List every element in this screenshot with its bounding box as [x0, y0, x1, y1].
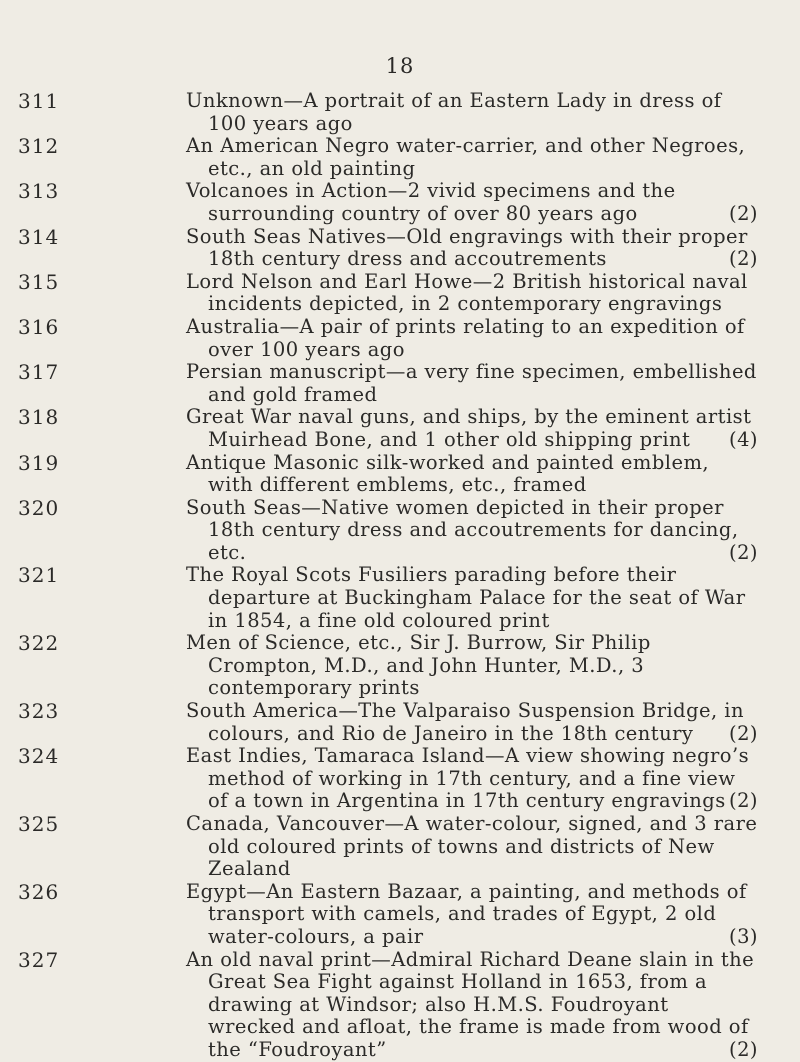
lot-text: An American Negro water-carrier, and other Negroes, etc., an old painting [186, 134, 746, 180]
lot-description [186, 881, 758, 949]
lot-number: 311 [18, 89, 60, 113]
lot-number: 316 [18, 314, 60, 339]
lot-quantity: (2) [729, 789, 758, 813]
lot-number: 322 [18, 631, 60, 656]
lot-text: An old naval print—Admiral Richard Deane slain in the Great Sea Fight against Holland in 1653, from a drawing at Windsor; also H.M.S. Foudroyant wrecked and afloat, the frame is made from wood of the “Foudroyant” [186, 947, 755, 1061]
lot-number: 318 [18, 405, 60, 430]
page-number: 18 [385, 54, 415, 78]
lot-number: 323 [18, 699, 60, 724]
lot-quantity: (4) [729, 427, 758, 451]
lot-quantity: (2) [729, 247, 758, 271]
lot-number: 313 [18, 179, 60, 204]
lot-description [186, 564, 758, 632]
lot-entry [0, 745, 800, 813]
lot-number: 312 [18, 134, 60, 159]
lot-number: 321 [18, 563, 60, 588]
lot-text: Great War naval guns, and ships, by the eminent artist Muirhead Bone, and 1 other old shipping print [186, 405, 752, 451]
lot-entry [0, 135, 800, 180]
lot-number: 315 [18, 269, 60, 294]
lot-entry [0, 361, 800, 406]
lot-description [186, 949, 758, 1062]
lot-entry [0, 406, 800, 451]
lot-number: 326 [18, 879, 60, 904]
lot-number: 314 [18, 224, 60, 249]
lot-entry [0, 271, 800, 316]
lot-text: South Seas Natives—Old engravings with their proper 18th century dress and accoutrements [186, 224, 748, 271]
lot-text: Men of Science, etc., Sir J. Burrow, Sir Philip Crompton, M.D., and John Hunter, M.D., 3 contemporary prints [186, 631, 651, 700]
lot-description [186, 180, 758, 225]
lot-quantity: (2) [729, 1037, 758, 1061]
lot-text: Volcanoes in Action—2 vivid specimens and the surrounding country of over 80 years ago [186, 179, 676, 225]
lot-entry [0, 700, 800, 745]
lot-description [186, 745, 758, 813]
lot-text: Unknown—A portrait of an Eastern Lady in dress of 100 years ago [186, 89, 722, 135]
lot-text: Australia—A pair of prints relating to an expedition of over 100 years ago [186, 314, 745, 361]
lot-description [186, 226, 758, 271]
lot-text: East Indies, Tamaraca Island—A view showing negro’s method of working in 17th century, and a fine view of a town in Argentina in 17th century engravings [186, 744, 750, 813]
lot-number: 325 [18, 812, 60, 836]
lot-entry [0, 564, 800, 632]
lot-text: The Royal Scots Fusiliers parading before their departure at Buckingham Palace for the seat of War in 1854, a fine old coloured print [186, 563, 746, 632]
lot-description [186, 135, 758, 180]
lot-description [186, 452, 758, 497]
lot-description [186, 406, 758, 451]
lot-description [186, 813, 758, 881]
lot-entry [0, 452, 800, 497]
lot-entry [0, 949, 800, 1062]
lot-list [0, 90, 800, 1062]
lot-entry [0, 632, 800, 700]
lot-number: 320 [18, 495, 60, 520]
lot-number: 319 [18, 450, 60, 475]
lot-text: South Seas—Native women depicted in their proper 18th century dress and accoutrements for dancing, etc. [186, 495, 739, 564]
lot-text: Persian manuscript—a very fine specimen, embellished and gold framed [186, 360, 757, 406]
lot-text: Lord Nelson and Earl Howe—2 British historical naval incidents depicted, in 2 contemporary engravings [186, 269, 748, 316]
lot-number: 324 [18, 744, 60, 769]
lot-text: Canada, Vancouver—A water-colour, signed, and 3 rare old coloured prints of towns and districts of New Zealand [186, 812, 758, 881]
lot-description [186, 700, 758, 745]
lot-number: 317 [18, 360, 60, 385]
lot-description [186, 316, 758, 361]
lot-entry [0, 90, 800, 135]
lot-entry [0, 180, 800, 225]
lot-entry [0, 226, 800, 271]
lot-quantity: (3) [729, 924, 758, 948]
lot-entry [0, 316, 800, 361]
lot-number: 327 [18, 947, 60, 972]
lot-description [186, 632, 758, 700]
lot-entry [0, 813, 800, 881]
lot-text: Egypt—An Eastern Bazaar, a painting, and methods of transport with camels, and trades of Egypt, 2 old water-colours, a pair [186, 879, 747, 948]
lot-description [186, 90, 758, 135]
lot-quantity: (2) [729, 201, 758, 225]
lot-description [186, 271, 758, 316]
lot-description [186, 497, 758, 565]
lot-entry [0, 881, 800, 949]
lot-entry [0, 497, 800, 565]
lot-quantity: (2) [729, 721, 758, 745]
lot-text: South America—The Valparaiso Suspension Bridge, in colours, and Rio de Janeiro in the 18th century [186, 699, 744, 745]
lot-quantity: (2) [729, 540, 758, 564]
lot-description [186, 361, 758, 406]
lot-text: Antique Masonic silk-worked and painted emblem, with different emblems, etc., framed [186, 450, 710, 497]
